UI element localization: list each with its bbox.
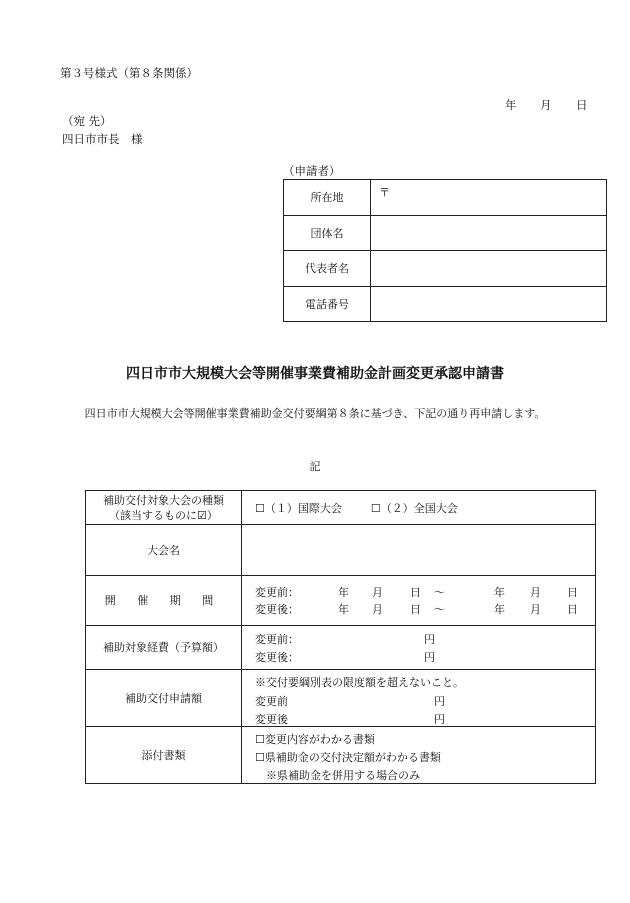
grant-after-yen: 円 <box>434 713 445 726</box>
date-year: 年 <box>505 98 517 112</box>
applicant-table <box>283 179 607 322</box>
period-after-end-year: 年 <box>494 603 505 616</box>
kind-option-national[interactable]: ☐（２）全国大会 <box>370 501 458 515</box>
org-field[interactable] <box>371 215 607 251</box>
postal-mark: 〒 <box>379 186 390 199</box>
rep-field[interactable] <box>371 251 607 287</box>
cost-after-yen: 円 <box>424 651 435 664</box>
phone-label: 電話番号 <box>284 286 371 322</box>
kind-option-international[interactable]: ☐（１）国際大会 <box>255 501 342 515</box>
period-before-label: 変更前： <box>255 586 299 599</box>
period-after-end-day: 日 <box>567 603 578 616</box>
addressee-name: 四日市市長 様 <box>62 132 143 146</box>
period-before-end-month: 月 <box>530 586 541 599</box>
period-before-start-month: 月 <box>372 586 383 599</box>
address-label: 所在地 <box>284 180 371 216</box>
main-table <box>85 490 596 784</box>
kind-label <box>86 491 242 525</box>
period-before-start-year: 年 <box>338 586 349 599</box>
cost-field[interactable] <box>242 626 596 670</box>
period-after-start-day: 日 <box>410 603 421 616</box>
attach-label: 添付書類 <box>86 727 242 784</box>
grant-after-label: 変更後 <box>255 713 288 726</box>
event-name-field[interactable] <box>242 525 596 576</box>
attach-field <box>242 727 596 784</box>
cost-before-yen: 円 <box>424 633 435 646</box>
ki-label: 記 <box>309 460 321 473</box>
address-field[interactable] <box>371 180 607 216</box>
grant-note: ※交付要綱別表の限度額を超えないこと。 <box>255 676 464 689</box>
kind-field <box>242 491 596 525</box>
kind-label-line1: 補助交付対象大会の種類 <box>103 493 224 507</box>
period-label: 開 催 期 間 <box>86 576 242 626</box>
cost-after-label: 変更後： <box>255 651 299 664</box>
period-field[interactable] <box>242 576 596 626</box>
form-number: 第３号様式（第８条関係） <box>60 66 198 80</box>
date-day: 日 <box>576 98 588 112</box>
period-after-tilde: ～ <box>434 603 445 616</box>
attach-pref-docs[interactable]: ☐県補助金の交付決定額がわかる書類 <box>255 751 441 764</box>
period-after-label: 変更後： <box>255 603 299 616</box>
event-name-label: 大会名 <box>86 525 242 576</box>
date-month: 月 <box>540 98 552 112</box>
grant-label: 補助交付申請額 <box>86 670 242 727</box>
grant-field[interactable] <box>242 670 596 727</box>
period-before-end-day: 日 <box>567 586 578 599</box>
attach-change-docs[interactable]: ☐変更内容がわかる書類 <box>255 733 375 746</box>
grant-before-label: 変更前 <box>255 695 288 708</box>
period-after-start-year: 年 <box>338 603 349 616</box>
intro-text: 四日市市大規模大会等開催事業費補助金交付要綱第８条に基づき、下記の通り再申請します。 <box>84 407 546 420</box>
period-after-end-month: 月 <box>530 603 541 616</box>
grant-before-yen: 円 <box>434 695 445 708</box>
period-after-start-month: 月 <box>372 603 383 616</box>
phone-field[interactable] <box>371 286 607 322</box>
org-label: 団体名 <box>284 215 371 251</box>
rep-label: 代表者名 <box>284 251 371 287</box>
applicant-heading: （申請者） <box>283 164 341 178</box>
period-before-end-year: 年 <box>494 586 505 599</box>
cost-before-label: 変更前： <box>255 633 299 646</box>
period-before-start-day: 日 <box>410 586 421 599</box>
cost-label: 補助対象経費（予算額） <box>86 626 242 670</box>
period-before-tilde: ～ <box>434 586 445 599</box>
addressee-prefix: （宛 先） <box>62 114 112 128</box>
page-title: 四日市市大規模大会等開催事業費補助金計画変更承認申請書 <box>126 366 504 382</box>
kind-label-line2: （該当するものに☑） <box>109 508 218 522</box>
attach-note: ※県補助金を併用する場合のみ <box>266 769 420 782</box>
